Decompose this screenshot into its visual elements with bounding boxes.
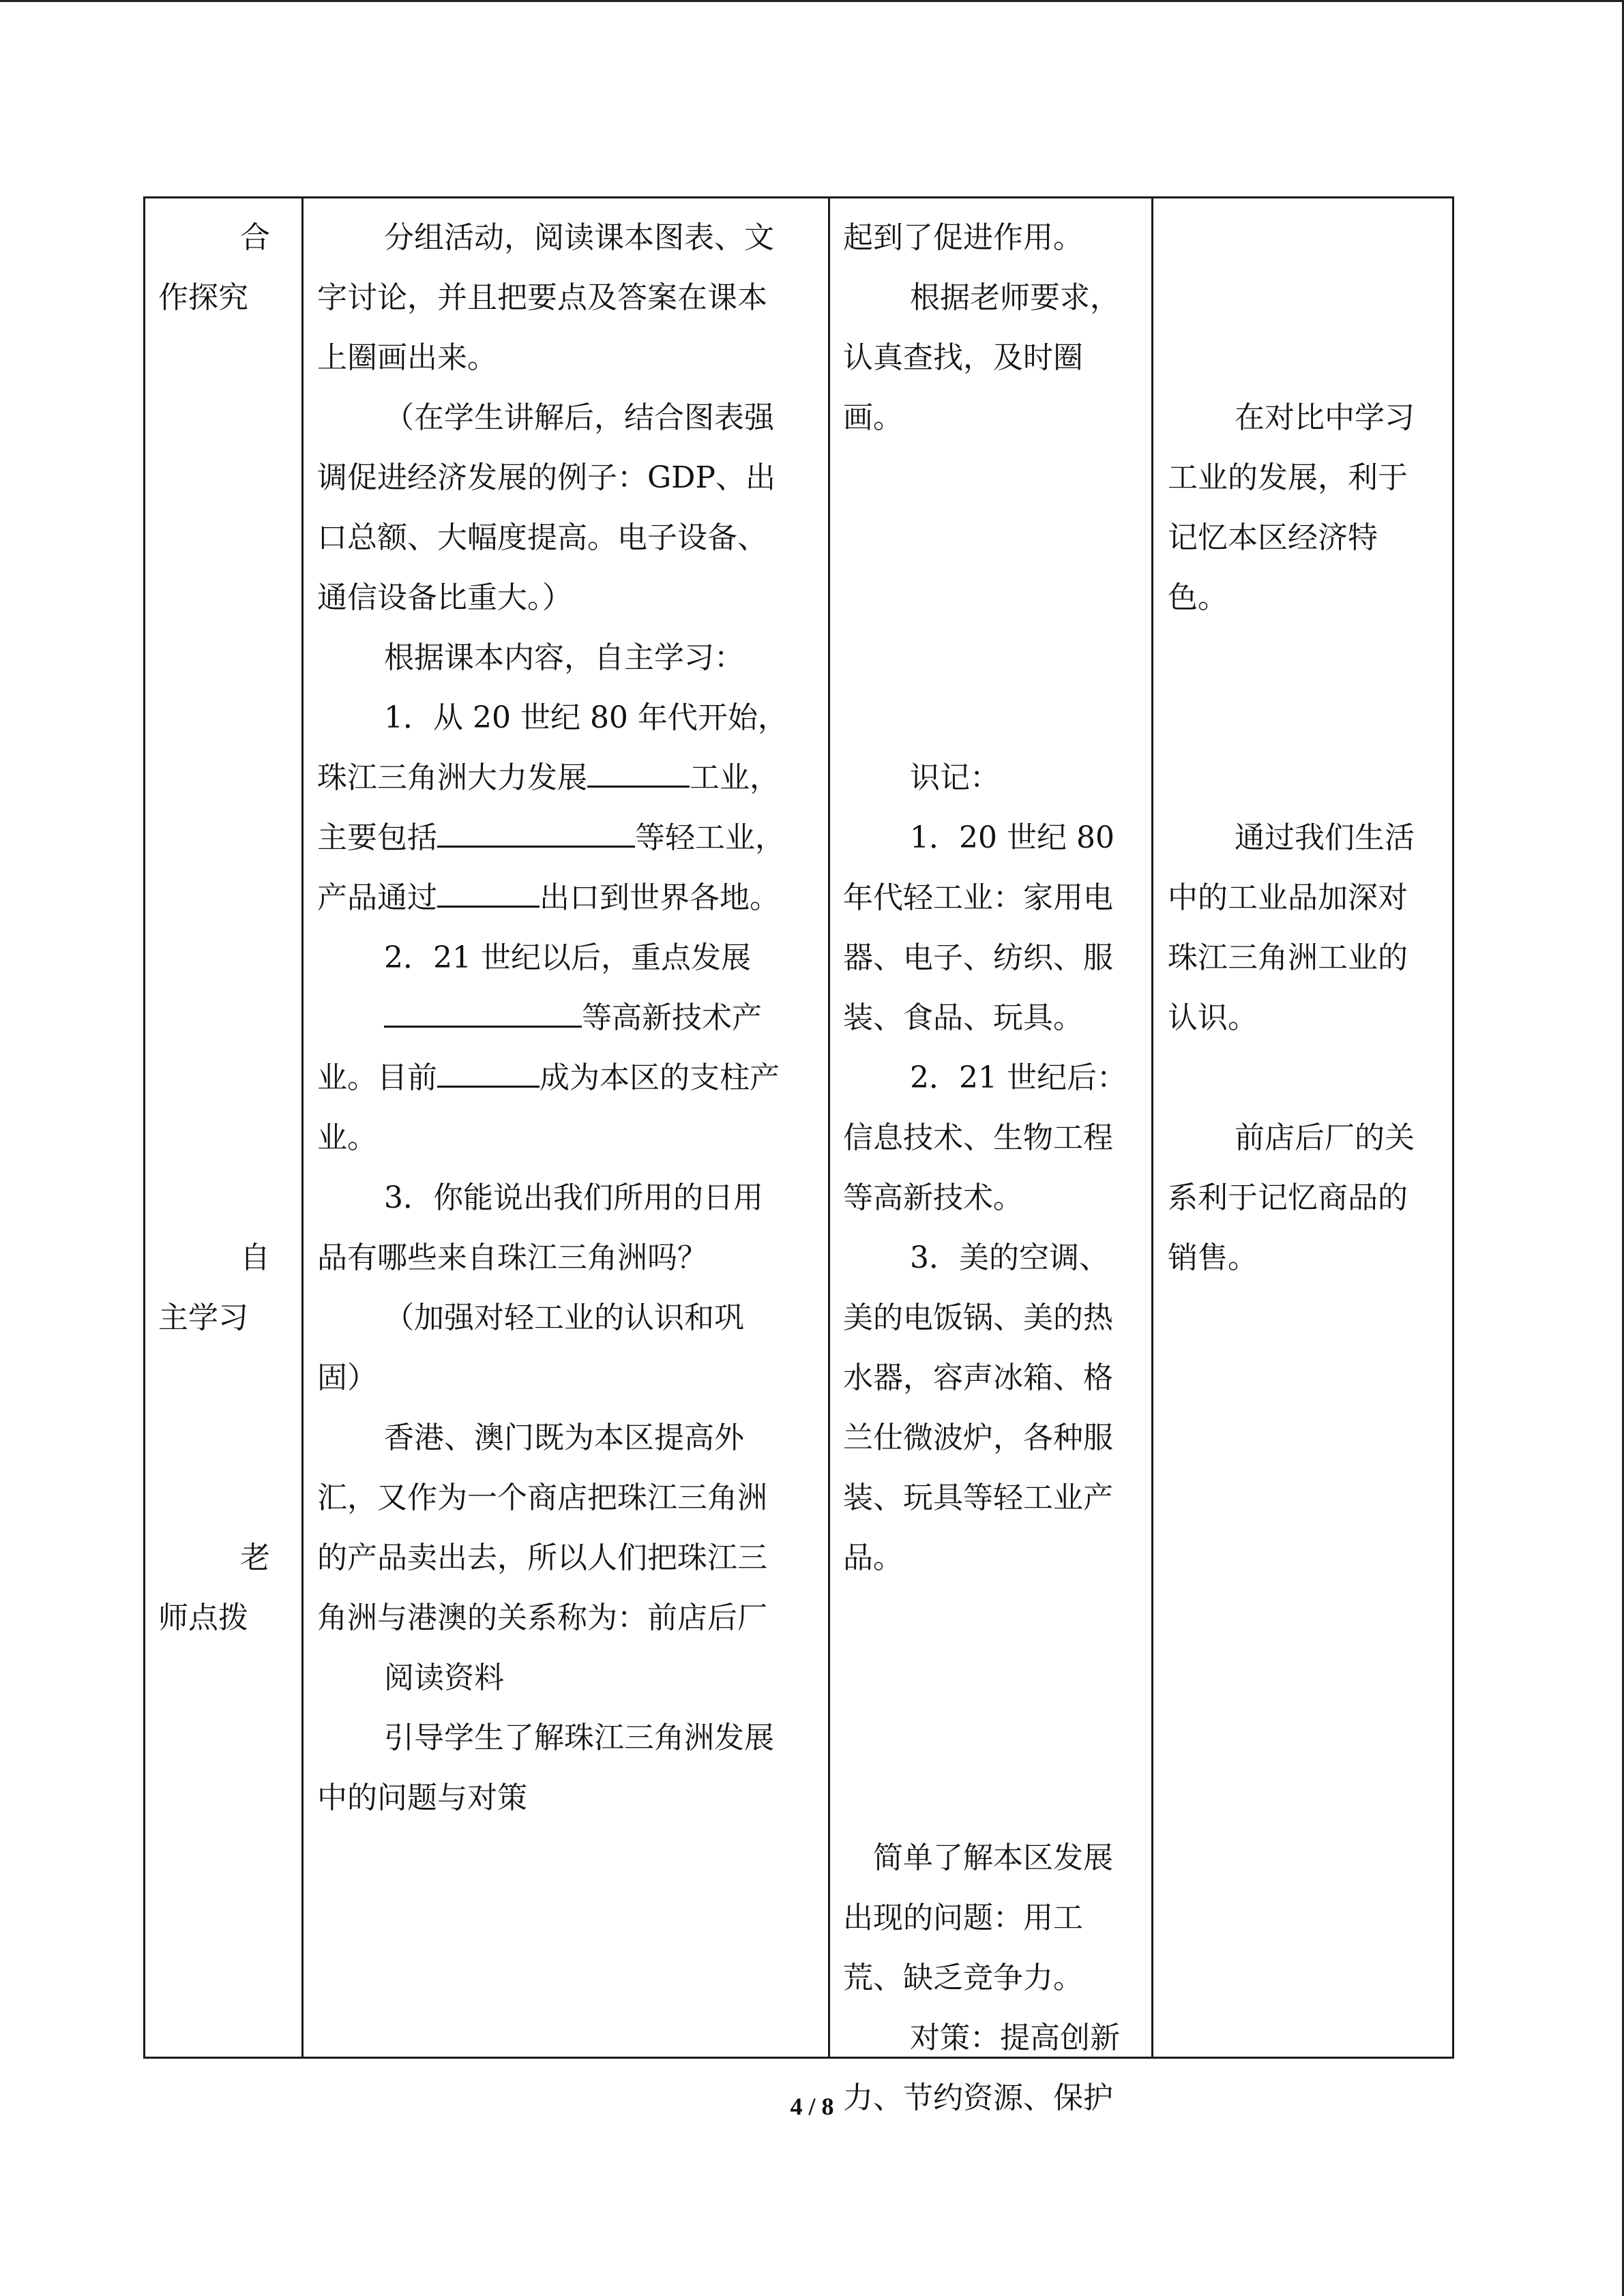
text-line: 珠江三角洲工业的 bbox=[1168, 940, 1408, 975]
text-line: 销售。 bbox=[1168, 1240, 1258, 1275]
text-line: 认识。 bbox=[1168, 1000, 1258, 1035]
text-line: 固） bbox=[317, 1360, 377, 1395]
label-teacher-2: 师点拨 bbox=[158, 1600, 248, 1635]
label-self-study-1: 自 bbox=[240, 1240, 270, 1275]
text-line: （在学生讲解后，结合图表强 bbox=[384, 400, 774, 435]
text-line: 汇，又作为一个商店把珠江三角洲 bbox=[317, 1480, 767, 1515]
text-line: 兰仕微波炉，各种服 bbox=[843, 1420, 1113, 1455]
label-cooperate-2: 作探究 bbox=[158, 280, 248, 315]
text-fragment: 珠江三角洲大力发展 bbox=[317, 760, 587, 795]
text-line: 品。 bbox=[843, 1540, 903, 1575]
text-line: 中的问题与对策 bbox=[317, 1780, 527, 1815]
text-line: 1．20 世纪 80 bbox=[910, 820, 1114, 855]
page-top-edge bbox=[0, 0, 1624, 2]
text-line: 画。 bbox=[843, 400, 903, 435]
text-line: （加强对轻工业的认识和巩 bbox=[384, 1300, 744, 1335]
student-activity-column bbox=[843, 208, 1150, 2128]
text-line: 系利于记忆商品的 bbox=[1168, 1180, 1408, 1215]
question-1-line bbox=[317, 868, 825, 928]
text-line: 在对比中学习 bbox=[1235, 400, 1415, 435]
text-line: 等高新技术。 bbox=[843, 1180, 1023, 1215]
table-border-bottom bbox=[143, 2057, 1454, 2059]
text-line: 记忆本区经济特 bbox=[1168, 520, 1378, 555]
text-line: 阅读资料 bbox=[384, 1660, 504, 1695]
table-border-left bbox=[143, 196, 145, 2059]
table-divider-1 bbox=[301, 196, 304, 2059]
text-line: 美的电饭锅、美的热 bbox=[843, 1300, 1113, 1335]
label-teacher-1: 老 bbox=[240, 1540, 270, 1575]
table-border-top bbox=[143, 196, 1454, 198]
text-line: 水器，容声冰箱、格 bbox=[843, 1360, 1113, 1395]
question-2-line bbox=[317, 1048, 825, 1108]
fill-blank bbox=[437, 811, 635, 848]
text-line: 认真查找，及时圈 bbox=[843, 340, 1083, 375]
text-line: 力、节约资源、保护 bbox=[843, 2081, 1113, 2115]
text-line: 信息技术、生物工程 bbox=[843, 1120, 1113, 1155]
design-intent-column bbox=[1168, 208, 1447, 1288]
text-line: 香港、澳门既为本区提高外 bbox=[384, 1420, 744, 1455]
text-line: 的产品卖出去，所以人们把珠江三 bbox=[317, 1540, 767, 1575]
section-label-column bbox=[158, 208, 298, 1648]
text-fragment: 等高新技术产 bbox=[582, 1000, 762, 1035]
fill-blank bbox=[587, 751, 690, 788]
text-line: 2．21 世纪后： bbox=[910, 1060, 1127, 1095]
fill-blank bbox=[384, 992, 582, 1028]
text-fragment: 工业， bbox=[690, 760, 780, 795]
table-divider-3 bbox=[1151, 196, 1153, 2059]
text-line: 装、食品、玩具。 bbox=[843, 1000, 1083, 1035]
text-line: 根据老师要求， bbox=[910, 280, 1120, 315]
text-line: 工业的发展，利于 bbox=[1168, 460, 1408, 495]
text-line: 装、玩具等轻工业产 bbox=[843, 1480, 1113, 1515]
text-fragment: 产品通过 bbox=[317, 880, 437, 915]
question-2-line: 2．21 世纪以后，重点发展 bbox=[384, 940, 751, 975]
text-line: 口总额、大幅度提高。电子设备、 bbox=[317, 520, 767, 555]
text-line: 器、电子、纺织、服 bbox=[843, 940, 1113, 975]
teacher-activity-column bbox=[317, 208, 825, 1828]
text-line: 根据课本内容，自主学习： bbox=[384, 640, 744, 675]
text-fragment: 等轻工业， bbox=[635, 820, 785, 855]
question-2-line: 业。 bbox=[317, 1120, 377, 1155]
text-line: 引导学生了解珠江三角洲发展 bbox=[384, 1720, 774, 1755]
text-fragment: 成为本区的支柱产 bbox=[540, 1060, 780, 1095]
question-1-line: 1．从 20 世纪 80 年代开始， bbox=[384, 700, 788, 735]
text-line: 识记： bbox=[910, 760, 1000, 795]
text-line: 起到了促进作用。 bbox=[843, 220, 1083, 255]
question-3-line: 3．你能说出我们所用的日用 bbox=[384, 1180, 763, 1215]
text-line: 出现的问题：用工 bbox=[843, 1900, 1083, 1935]
text-line: 字讨论，并且把要点及答案在课本 bbox=[317, 280, 767, 315]
text-line: 对策：提高创新 bbox=[910, 2021, 1120, 2055]
text-line: 色。 bbox=[1168, 580, 1228, 615]
fill-blank bbox=[437, 1052, 540, 1088]
text-line: 前店后厂的关 bbox=[1235, 1120, 1415, 1155]
question-1-line bbox=[317, 808, 825, 868]
text-line: 简单了解本区发展 bbox=[873, 1840, 1113, 1875]
text-line: 年代轻工业：家用电 bbox=[843, 880, 1113, 915]
text-line: 通信设备比重大。） bbox=[317, 580, 572, 615]
label-cooperate-1: 合 bbox=[240, 220, 270, 255]
question-1-line bbox=[317, 748, 825, 808]
question-3-line: 品有哪些来自珠江三角洲吗？ bbox=[317, 1240, 707, 1275]
text-line: 3．美的空调、 bbox=[910, 1240, 1109, 1275]
text-line: 上圈画出来。 bbox=[317, 340, 497, 375]
text-line: 荒、缺乏竞争力。 bbox=[843, 1960, 1083, 1995]
text-fragment: 出口到世界各地。 bbox=[540, 880, 780, 915]
question-2-line bbox=[317, 988, 825, 1048]
page-number: 4 / 8 bbox=[790, 2093, 834, 2120]
text-line: 角洲与港澳的关系称为：前店后厂 bbox=[317, 1600, 767, 1635]
text-line: 调促进经济发展的例子：GDP、出 bbox=[317, 460, 776, 495]
text-line: 中的工业品加深对 bbox=[1168, 880, 1408, 915]
text-line: 通过我们生活 bbox=[1235, 820, 1415, 855]
text-fragment: 业。目前 bbox=[317, 1060, 437, 1095]
fill-blank bbox=[437, 871, 540, 908]
label-self-study-2: 主学习 bbox=[158, 1300, 248, 1335]
table-divider-2 bbox=[828, 196, 830, 2059]
table-border-right bbox=[1452, 196, 1454, 2059]
text-line: 分组活动，阅读课本图表、文 bbox=[384, 220, 774, 255]
text-fragment: 主要包括 bbox=[317, 820, 437, 855]
